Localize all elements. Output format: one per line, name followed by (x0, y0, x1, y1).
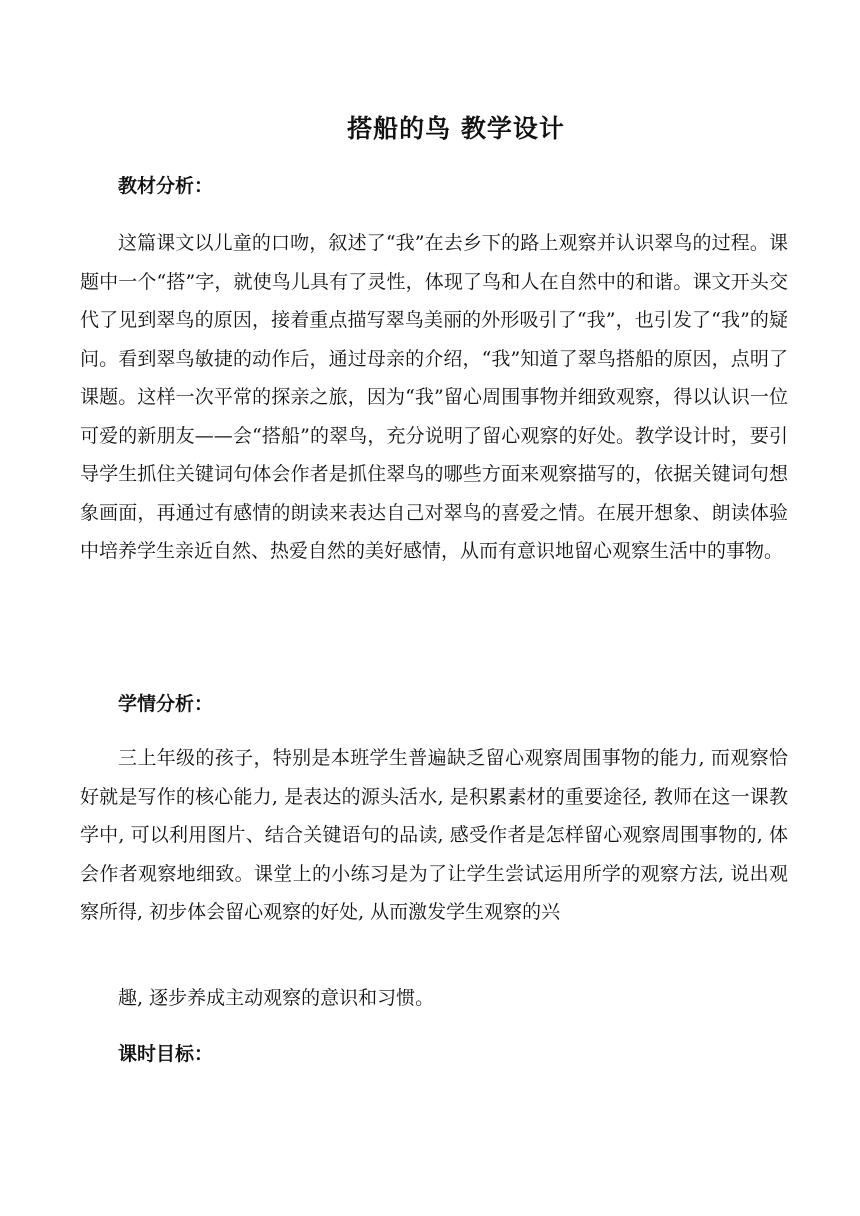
paragraph-textbook-analysis: 这篇课文以儿童的口吻，叙述了“我”在去乡下的路上观察并认识翠鸟的过程。课题中一个“搭”字，就使鸟儿具有了灵性，体现了鸟和人在自然中的和谐。课文开头交代了见到翠鸟的原因，接着重点描写翠鸟美丽的外形吸引了“我”，也引发了“我”的疑问。看到翠鸟敏捷的动作后，通过母亲的介绍，“我”知道了翠鸟搭船的原因，点明了课题。这样一次平常的探亲之旅，因为“我”留心周围事物并细致观察，得以认识一位可爱的新朋友——会“搭船”的翠鸟，充分说明了留心观察的好处。教学设计时，要引导学生抓住关键词句体会作者是抓住翠鸟的哪些方面来观察描写的，依据关键词句想象画面，再通过有感情的朗读来表达自己对翠鸟的喜爱之情。在展开想象、朗读体验中培养学生亲近自然、热爱自然的美好感情，从而有意识地留心观察生活中的事物。 (80, 232, 788, 562)
section-heading-textbook-analysis: 教材分析： (118, 175, 214, 197)
document-title: 搭船的鸟 教学设计 (347, 114, 565, 143)
section-heading-lesson-goals: 课时目标： (118, 1043, 214, 1065)
paragraph-student-analysis: 三上年级的孩子，特别是本班学生普遍缺乏留心观察周围事物的能力, 而观察恰好就是写作的核心能力, 是表达的源头活水, 是积累素材的重要途径, 教师在这一课教学中, 可以利用图片、结合关键语句的品读, 感受作者是怎样留心观察周围事物的, 体会作者观察地细致。课堂上的小练习是为了让学生尝试运用所学的观察方法, 说出观察所得, 初步体会留心观察的好处, 从而激发学生观察的兴 (80, 747, 788, 923)
section-heading-student-analysis: 学情分析： (118, 693, 214, 715)
paragraph-student-analysis-continuation: 趣, 逐步养成主动观察的意识和习惯。 (118, 987, 435, 1009)
